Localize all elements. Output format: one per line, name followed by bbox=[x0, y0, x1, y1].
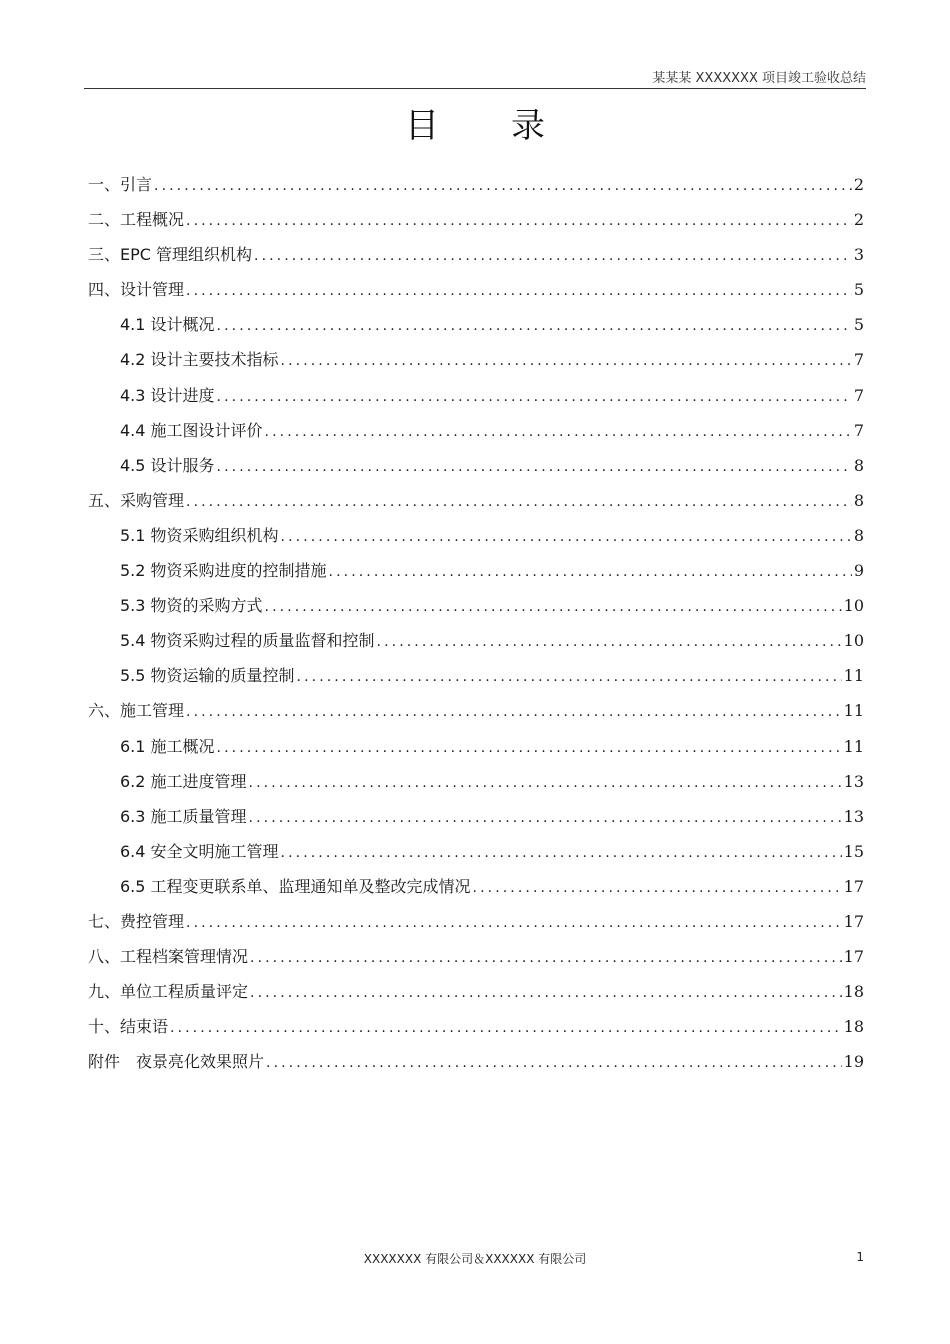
toc-leader-dots bbox=[265, 419, 852, 445]
toc-entry-page: 5 bbox=[853, 280, 864, 300]
toc-entry-page: 17 bbox=[843, 911, 864, 931]
toc-entry[interactable] bbox=[88, 207, 864, 242]
toc-entry-label: 4.4 施工图设计评价 bbox=[120, 420, 263, 440]
toc-entry[interactable] bbox=[88, 593, 864, 628]
toc-leader-dots bbox=[154, 173, 852, 199]
toc-entry-page: 13 bbox=[843, 806, 864, 826]
toc-entry-label: 6.1 施工概况 bbox=[120, 736, 215, 756]
toc-entry-label: 四、设计管理 bbox=[88, 280, 185, 300]
toc-entry-page: 18 bbox=[843, 1017, 864, 1037]
toc-entry-page: 8 bbox=[853, 455, 864, 475]
toc-entry-label: 6.5 工程变更联系单、监理通知单及整改完成情况 bbox=[120, 876, 471, 896]
page-number: 1 bbox=[856, 1250, 864, 1264]
toc-entry-page: 11 bbox=[843, 666, 864, 686]
page-header bbox=[84, 70, 866, 89]
toc-leader-dots bbox=[217, 313, 852, 339]
toc-leader-dots bbox=[217, 454, 852, 480]
toc-entry[interactable] bbox=[88, 698, 864, 733]
toc-entry-label: 二、工程概况 bbox=[88, 210, 185, 230]
toc-leader-dots bbox=[217, 384, 852, 410]
toc-entry-label: 5.5 物资运输的质量控制 bbox=[120, 666, 295, 686]
toc-entry-page: 7 bbox=[853, 350, 864, 370]
toc-leader-dots bbox=[281, 524, 852, 550]
toc-entry[interactable] bbox=[88, 1049, 864, 1084]
toc-entry[interactable] bbox=[88, 312, 864, 347]
toc-entry[interactable] bbox=[88, 453, 864, 488]
toc-entry-label: 4.2 设计主要技术指标 bbox=[120, 350, 279, 370]
toc-entry[interactable] bbox=[88, 242, 864, 277]
toc-entry-label: 4.5 设计服务 bbox=[120, 455, 215, 475]
toc-leader-dots bbox=[377, 629, 842, 655]
toc-entry-label: 五、采购管理 bbox=[88, 490, 185, 510]
toc-leader-dots bbox=[249, 805, 842, 831]
toc-leader-dots bbox=[473, 875, 842, 901]
toc-leader-dots bbox=[297, 664, 842, 690]
toc-entry[interactable] bbox=[88, 663, 864, 698]
toc-entry-page: 19 bbox=[843, 1052, 864, 1072]
toc-entry[interactable] bbox=[88, 172, 864, 207]
toc-entry-page: 15 bbox=[843, 841, 864, 861]
toc-entry-label: 4.1 设计概况 bbox=[120, 315, 215, 335]
toc-entry[interactable] bbox=[88, 383, 864, 418]
toc-leader-dots bbox=[250, 980, 842, 1006]
toc-leader-dots bbox=[186, 489, 852, 515]
toc-entry-page: 11 bbox=[843, 736, 864, 756]
toc-entry[interactable] bbox=[88, 523, 864, 558]
toc-entry[interactable] bbox=[88, 418, 864, 453]
toc-entry-label: 十、结束语 bbox=[88, 1017, 169, 1037]
toc-entry-page: 8 bbox=[853, 490, 864, 510]
toc-entry[interactable] bbox=[88, 347, 864, 382]
toc-leader-dots bbox=[217, 735, 842, 761]
toc-entry[interactable] bbox=[88, 839, 864, 874]
toc-entry-label: 一、引言 bbox=[88, 175, 153, 194]
toc-entry[interactable] bbox=[88, 488, 864, 523]
toc-entry-label: 6.4 安全文明施工管理 bbox=[120, 841, 279, 861]
toc-entry[interactable] bbox=[88, 734, 864, 769]
toc-entry-label: 七、费控管理 bbox=[88, 911, 185, 931]
toc-entry-label: 4.3 设计进度 bbox=[120, 385, 215, 405]
toc-entry-page: 17 bbox=[843, 947, 864, 967]
toc-leader-dots bbox=[170, 1015, 842, 1041]
toc-entry-label: 5.1 物资采购组织机构 bbox=[120, 525, 279, 545]
toc-entry-page: 7 bbox=[853, 420, 864, 440]
toc-entry-page: 9 bbox=[853, 561, 864, 581]
toc-entry-page: 5 bbox=[853, 315, 864, 335]
toc-entry-label: 5.3 物资的采购方式 bbox=[120, 596, 263, 616]
toc-entry-page: 17 bbox=[843, 876, 864, 896]
toc-entry-page: 10 bbox=[843, 631, 864, 651]
toc-entry-label: 6.2 施工进度管理 bbox=[120, 771, 247, 791]
toc-entry[interactable] bbox=[88, 909, 864, 944]
toc-entry[interactable] bbox=[88, 979, 864, 1014]
toc-entry-label: 三、EPC 管理组织机构 bbox=[88, 245, 253, 265]
header-text: 某某某 XXXXXXX 项目竣工验收总结 bbox=[652, 71, 866, 86]
toc-entry-label: 八、工程档案管理情况 bbox=[88, 947, 249, 967]
toc-entry-page: 3 bbox=[853, 245, 864, 265]
toc-entry-label: 六、施工管理 bbox=[88, 701, 185, 721]
toc-entry-label: 九、单位工程质量评定 bbox=[88, 982, 249, 1002]
toc-leader-dots bbox=[249, 770, 842, 796]
toc-entry-page: 7 bbox=[853, 385, 864, 405]
toc-leader-dots bbox=[329, 559, 852, 585]
toc-entry-label: 6.3 施工质量管理 bbox=[120, 806, 247, 826]
toc-entry-page: 2 bbox=[853, 210, 864, 230]
toc-leader-dots bbox=[265, 594, 842, 620]
toc-entry-page: 8 bbox=[853, 525, 864, 545]
toc-leader-dots bbox=[186, 278, 852, 304]
toc-entry[interactable] bbox=[88, 277, 864, 312]
toc-entry[interactable] bbox=[88, 804, 864, 839]
toc-leader-dots bbox=[186, 910, 842, 936]
toc-entry[interactable] bbox=[88, 874, 864, 909]
toc-entry-page: 18 bbox=[843, 982, 864, 1002]
toc-entry-page: 13 bbox=[843, 771, 864, 791]
toc-entry[interactable] bbox=[88, 1014, 864, 1049]
toc-entry[interactable] bbox=[88, 628, 864, 663]
toc-entry-page: 2 bbox=[853, 175, 864, 194]
toc-entry[interactable] bbox=[88, 944, 864, 979]
toc-entry-page: 11 bbox=[843, 701, 864, 721]
toc-entry-label: 5.2 物资采购进度的控制措施 bbox=[120, 561, 327, 581]
toc-leader-dots bbox=[266, 1050, 842, 1076]
toc-entry-label: 5.4 物资采购过程的质量监督和控制 bbox=[120, 631, 375, 651]
toc-entry[interactable] bbox=[88, 558, 864, 593]
toc-entry-page: 10 bbox=[843, 596, 864, 616]
toc-entry-label: 附件 夜景亮化效果照片 bbox=[88, 1052, 265, 1072]
toc-entry[interactable] bbox=[88, 769, 864, 804]
page-footer: XXXXXXX 有限公司＆XXXXXX 有限公司 bbox=[363, 1252, 587, 1266]
toc-leader-dots bbox=[254, 243, 852, 269]
toc-leader-dots bbox=[281, 348, 852, 374]
table-of-contents bbox=[88, 172, 864, 1084]
toc-leader-dots bbox=[281, 840, 842, 866]
toc-leader-dots bbox=[186, 208, 852, 234]
toc-leader-dots bbox=[186, 699, 842, 725]
toc-title: 目录 bbox=[405, 106, 617, 146]
toc-leader-dots bbox=[250, 945, 842, 971]
